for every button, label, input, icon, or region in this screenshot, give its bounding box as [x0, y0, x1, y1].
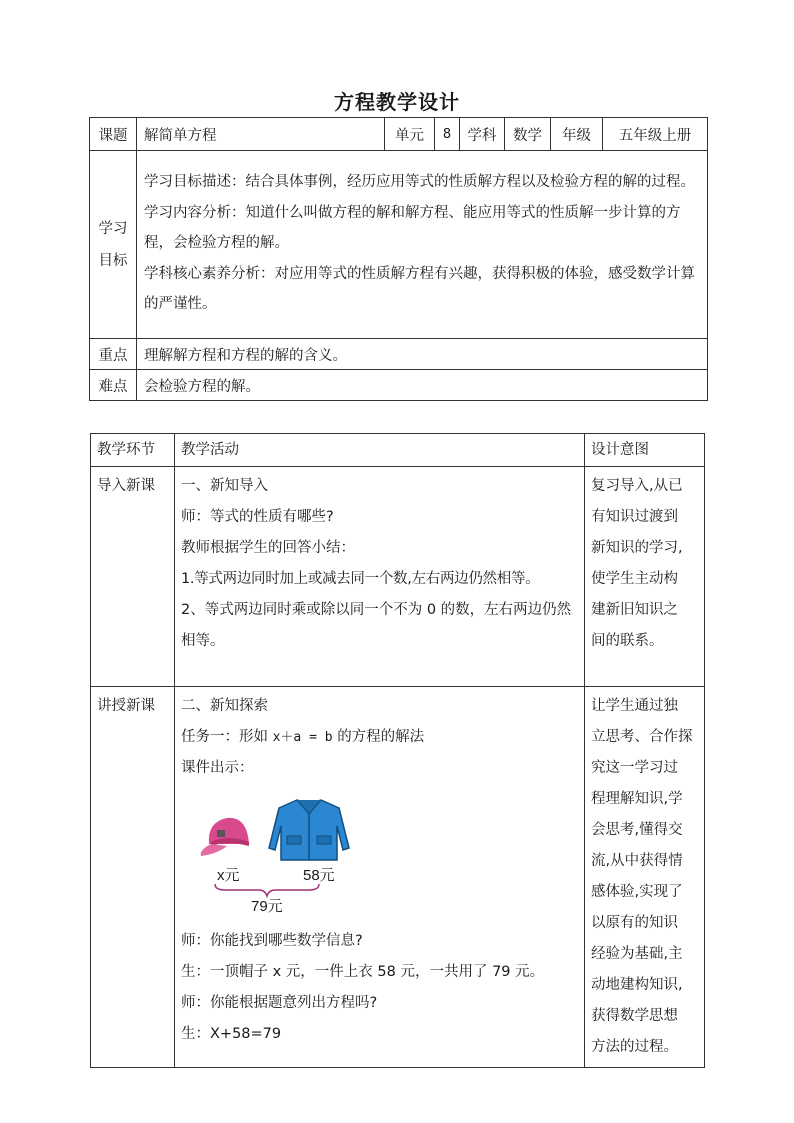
intent-line: 有知识过渡到: [591, 509, 678, 525]
activity-line: 教师根据学生的回答小结：: [181, 540, 355, 556]
goals-content: [137, 151, 708, 339]
intent-line: 究这一学习过: [591, 760, 678, 776]
difficulty-label: 难点: [90, 370, 137, 401]
intent-line: 程理解知识,学: [591, 791, 683, 807]
goals-label: 学习 目标: [90, 151, 137, 339]
activity-line: 一、新知导入: [181, 478, 268, 494]
key-point-value: 理解解方程和方程的解的含义。: [137, 339, 708, 370]
intent-line: 方法的过程。: [591, 1039, 678, 1055]
activity-line: 二、新知探索: [181, 698, 268, 714]
intent-line: 立思考、合作探: [591, 729, 693, 745]
difficulty-value: 会检验方程的解。: [137, 370, 708, 401]
unit-value: 8: [435, 118, 460, 151]
activity-intro: [175, 467, 585, 687]
teaching-process-table: [90, 433, 705, 1068]
activity-line: 师：等式的性质有哪些?: [181, 509, 334, 525]
intent-line: 新知识的学习,: [591, 540, 683, 556]
discipline-value: 数学: [505, 118, 551, 151]
activity-line: 课件出示：: [181, 760, 254, 776]
goal-description: 学习目标描述：结合具体事例，经历应用等式的性质解方程以及检验方程的解的过程。: [144, 174, 695, 191]
grade-value: 五年级上册: [603, 118, 708, 151]
task-formula: x＋a = b: [272, 730, 333, 745]
activity-new-lesson: [175, 687, 585, 1068]
intent-line: 经验为基础,主: [591, 946, 683, 962]
activity-line: 1.等式两边同时加上或减去同一个数,左右两边仍然相等。: [181, 571, 540, 587]
stage-intro: 导入新课: [91, 467, 175, 687]
page-title: 方程教学设计: [334, 90, 460, 114]
goal-literacy-analysis: 学科核心素养分析：对应用等式的性质解方程有兴趣，获得积极的体验，感受数学计算的严谨性。: [144, 265, 695, 313]
intent-intro: [585, 467, 705, 687]
header-stage: 教学环节: [91, 434, 175, 467]
intent-line: 建新旧知识之: [591, 602, 678, 618]
intent-line: 动地建构知识,: [591, 977, 683, 993]
intent-line: 使学生主动构: [591, 571, 678, 587]
goal-content-analysis: 学习内容分析：知道什么叫做方程的解和解方程、能应用等式的性质解一步计算的方程，会检验方程的解。: [144, 204, 681, 252]
stage-new-lesson: 讲授新课: [91, 687, 175, 1068]
intent-line: 感体验,实现了: [591, 884, 683, 900]
header-intent: 设计意图: [585, 434, 705, 467]
dialog-line: 师：你能根据题意列出方程吗?: [181, 995, 378, 1011]
grade-label: 年级: [551, 118, 603, 151]
header-activity: 教学活动: [175, 434, 585, 467]
dialog-line: 生：一顶帽子 x 元，一件上衣 58 元，一共用了 79 元。: [181, 964, 545, 980]
key-point-label: 重点: [90, 339, 137, 370]
task-one-line: 任务一：形如 x＋a = b 的方程的解法: [181, 729, 425, 745]
total-price-label: 79元: [251, 898, 283, 915]
discipline-label: 学科: [460, 118, 505, 151]
unit-label: 单元: [385, 118, 435, 151]
activity-line: 2、等式两边同时乘或除以同一个不为 0 的数，左右两边仍然相等。: [181, 602, 572, 649]
jacket-icon: [269, 800, 349, 860]
intent-line: 间的联系。: [591, 633, 664, 649]
hat-price-label: x元: [217, 867, 240, 884]
shopping-illustration: [181, 786, 578, 926]
jacket-price-label: 58元: [303, 867, 335, 884]
subject-value: 解简单方程: [137, 118, 385, 151]
subject-label: 课题: [90, 118, 137, 151]
intent-line: 获得数学思想: [591, 1008, 678, 1024]
info-table: [89, 117, 708, 401]
dialog-line: 师：你能找到哪些数学信息?: [181, 933, 363, 949]
intent-line: 会思考,懂得交: [591, 822, 683, 838]
dialog-line: 生：X+58=79: [181, 1026, 282, 1042]
intent-line: 以原有的知识: [591, 915, 678, 931]
intent-line: 流,从中获得情: [591, 853, 683, 869]
intent-line: 复习导入,从已: [591, 478, 683, 494]
intent-line: 让学生通过独: [591, 698, 678, 714]
hat-icon: [201, 818, 249, 856]
intent-new-lesson: [585, 687, 705, 1068]
